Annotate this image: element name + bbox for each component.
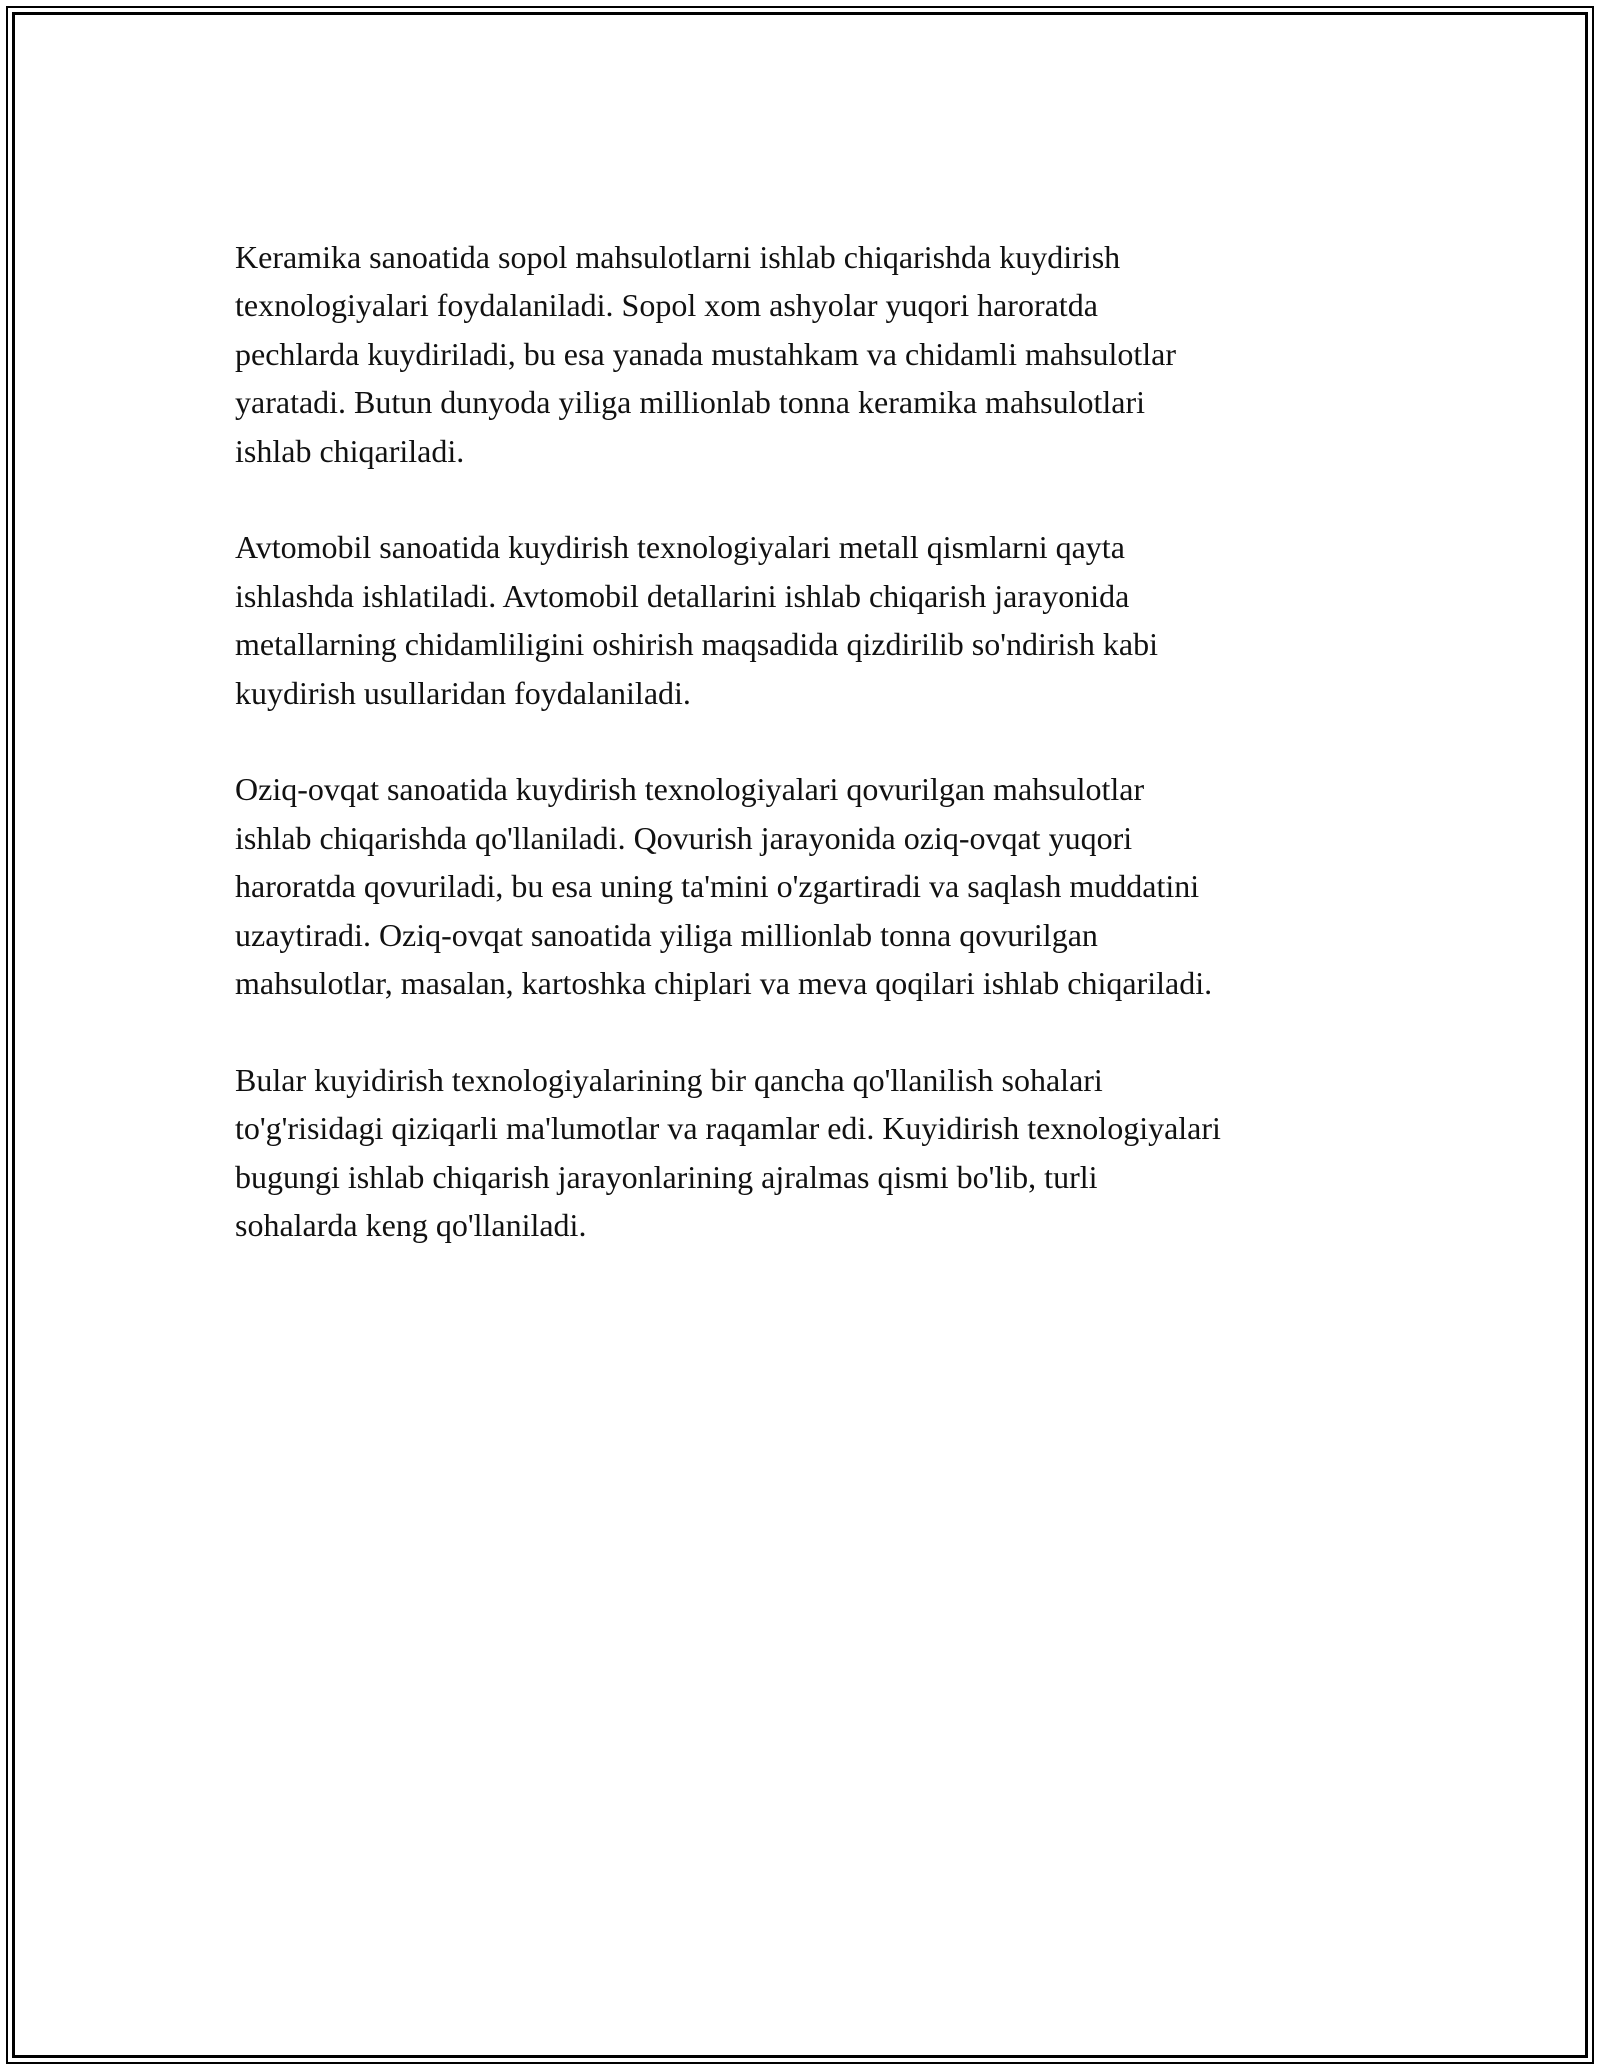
text-line: Bular kuyidirish texnologiyalarining bir qancha qo'llanilish sohalari <box>235 1061 1103 1098</box>
text-line: sohalarda keng qo'llaniladi. <box>235 1207 587 1244</box>
text-line: pechlarda kuydiriladi, bu esa yanada mustahkam va chidamli mahsulotlar <box>235 335 1177 372</box>
document-body <box>235 233 1395 1298</box>
text-line: ishlashda ishlatiladi. Avtomobil detallarini ishlab chiqarish jarayonida <box>235 577 1130 614</box>
text-line: Keramika sanoatida sopol mahsulotlarni ishlab chiqarishda kuydirish <box>235 239 1121 275</box>
text-line: ishlab chiqarishda qo'llaniladi. Qovurish jarayonida oziq-ovqat yuqori <box>235 819 1133 856</box>
paragraph-conclusion <box>235 1056 1395 1250</box>
text-line: haroratda qovuriladi, bu esa uning ta'mini o'zgartiradi va saqlash muddatini <box>235 868 1200 905</box>
text-line: Oziq-ovqat sanoatida kuydirish texnologiyalari qovurilgan mahsulotlar <box>235 771 1145 808</box>
paragraph-automotive <box>235 523 1395 717</box>
text-line: metallarning chidamliligini oshirish maqsadida qizdirilib so'ndirish kabi <box>235 626 1158 663</box>
text-line: yaratadi. Butun dunyoda yiliga millionlab tonna keramika mahsulotlari <box>235 384 1146 421</box>
text-line: bugungi ishlab chiqarish jarayonlarining ajralmas qismi bo'lib, turli <box>235 1158 1098 1195</box>
text-line: texnologiyalari foydalaniladi. Sopol xom ashyolar yuqori haroratda <box>235 287 1098 324</box>
paragraph-food-industry <box>235 765 1395 1007</box>
paragraph-ceramics <box>235 233 1395 475</box>
text-line: uzaytiradi. Oziq-ovqat sanoatida yiliga millionlab tonna qovurilgan <box>235 916 1098 953</box>
text-line: mahsulotlar, masalan, kartoshka chiplari va meva qoqilari ishlab chiqariladi. <box>235 965 1213 1002</box>
text-line: Avtomobil sanoatida kuydirish texnologiyalari metall qismlarni qayta <box>235 529 1125 566</box>
text-line: kuydirish usullaridan foydalaniladi. <box>235 674 691 711</box>
text-line: ishlab chiqariladi. <box>235 432 465 469</box>
text-line: to'g'risidagi qiziqarli ma'lumotlar va raqamlar edi. Kuyidirish texnologiyalari <box>235 1110 1221 1147</box>
